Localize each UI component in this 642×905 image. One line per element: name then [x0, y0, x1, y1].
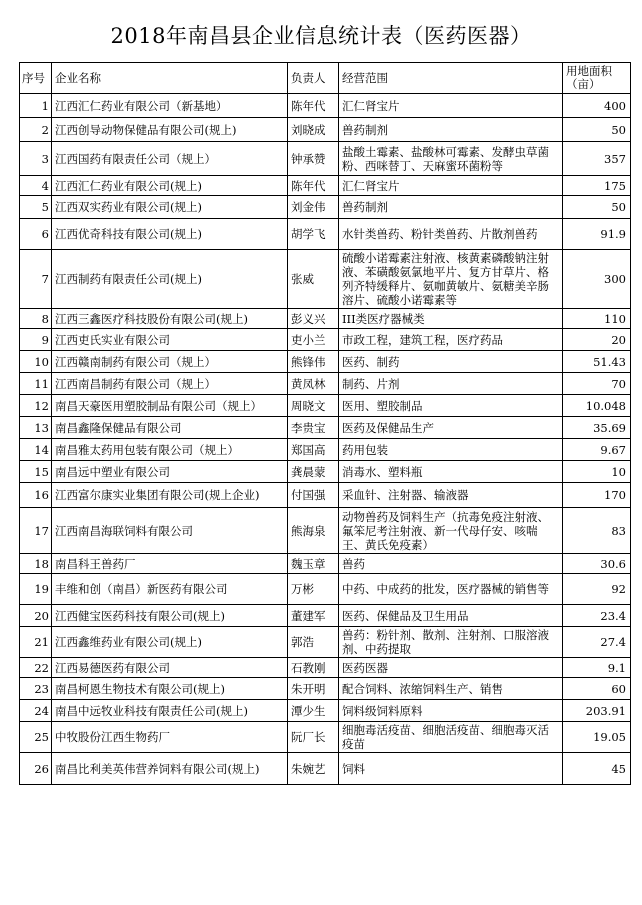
- table-row: [20, 309, 631, 329]
- business-scope: 医药医器: [339, 658, 563, 678]
- row-index: 17: [20, 508, 52, 554]
- business-scope: 盐酸土霉素、盐酸林可霉素、发酵虫草菌粉、西咪替丁、天麻蜜环菌粉等: [339, 142, 563, 176]
- company-name: 南昌柯恩生物技术有限公司(规上): [52, 678, 288, 700]
- company-name: 江西优奇科技有限公司(规上): [52, 219, 288, 250]
- company-name: 南昌比利美英伟营养饲料有限公司(规上): [52, 753, 288, 785]
- table-row: [20, 722, 631, 753]
- business-scope: 饲料: [339, 753, 563, 785]
- table-row: [20, 329, 631, 351]
- company-name: 江西汇仁药业有限公司（新基地）: [52, 94, 288, 118]
- row-index: 22: [20, 658, 52, 678]
- company-name: 南昌科王兽药厂: [52, 554, 288, 574]
- header-name: 企业名称: [52, 63, 288, 94]
- row-index: 4: [20, 176, 52, 196]
- company-name: 江西南昌制药有限公司（规上）: [52, 373, 288, 395]
- responsible-person: 阮厂长: [288, 722, 339, 753]
- responsible-person: 郭浩: [288, 627, 339, 658]
- table-row: [20, 678, 631, 700]
- company-name: 江西制药有限责任公司(规上): [52, 250, 288, 309]
- business-scope: III类医疗器械类: [339, 309, 563, 329]
- responsible-person: 刘晓成: [288, 118, 339, 142]
- business-scope: 医药、制药: [339, 351, 563, 373]
- enterprise-table: [19, 62, 631, 785]
- land-area: 9.1: [563, 658, 631, 678]
- land-area: 45: [563, 753, 631, 785]
- row-index: 9: [20, 329, 52, 351]
- land-area: 60: [563, 678, 631, 700]
- business-scope: 中药、中成药的批发，医疗器械的销售等: [339, 574, 563, 605]
- row-index: 24: [20, 700, 52, 722]
- land-area: 91.9: [563, 219, 631, 250]
- table-row: [20, 94, 631, 118]
- responsible-person: 付国强: [288, 483, 339, 508]
- company-name: 江西创导动物保健品有限公司(规上): [52, 118, 288, 142]
- header-area: 用地面积（亩）: [563, 63, 631, 94]
- responsible-person: 刘金伟: [288, 196, 339, 219]
- row-index: 2: [20, 118, 52, 142]
- row-index: 25: [20, 722, 52, 753]
- land-area: 9.67: [563, 439, 631, 461]
- page-title: 2018年南昌县企业信息统计表（医药医器）: [110, 24, 532, 48]
- company-name: 江西易德医药有限公司: [52, 658, 288, 678]
- land-area: 50: [563, 196, 631, 219]
- land-area: 20: [563, 329, 631, 351]
- company-name: 丰维和创（南昌）新医药有限公司: [52, 574, 288, 605]
- responsible-person: 黄凤林: [288, 373, 339, 395]
- row-index: 8: [20, 309, 52, 329]
- company-name: 江西三鑫医疗科技股份有限公司(规上): [52, 309, 288, 329]
- row-index: 6: [20, 219, 52, 250]
- land-area: 92: [563, 574, 631, 605]
- table-row: [20, 439, 631, 461]
- header-person: 负责人: [288, 63, 339, 94]
- business-scope: 饲料级饲料原料: [339, 700, 563, 722]
- row-index: 16: [20, 483, 52, 508]
- row-index: 3: [20, 142, 52, 176]
- row-index: 11: [20, 373, 52, 395]
- table-row: [20, 395, 631, 417]
- row-index: 23: [20, 678, 52, 700]
- land-area: 110: [563, 309, 631, 329]
- table-row: [20, 176, 631, 196]
- responsible-person: 李贵宝: [288, 417, 339, 439]
- business-scope: 兽药制剂: [339, 118, 563, 142]
- company-name: 南昌天豪医用塑胶制品有限公司（规上）: [52, 395, 288, 417]
- row-index: 20: [20, 605, 52, 627]
- table-row: [20, 219, 631, 250]
- table-row: [20, 605, 631, 627]
- company-name: 江西国药有限责任公司（规上）: [52, 142, 288, 176]
- company-name: 江西吏氏实业有限公司: [52, 329, 288, 351]
- responsible-person: 石教刚: [288, 658, 339, 678]
- responsible-person: 钟承赞: [288, 142, 339, 176]
- row-index: 13: [20, 417, 52, 439]
- responsible-person: 万彬: [288, 574, 339, 605]
- business-scope: 汇仁肾宝片: [339, 176, 563, 196]
- business-scope: 药用包装: [339, 439, 563, 461]
- company-name: 江西鑫维药业有限公司(规上): [52, 627, 288, 658]
- responsible-person: 胡学飞: [288, 219, 339, 250]
- business-scope: 消毒水、塑料瓶: [339, 461, 563, 483]
- responsible-person: 潭少生: [288, 700, 339, 722]
- business-scope: 汇仁肾宝片: [339, 94, 563, 118]
- table-row: [20, 142, 631, 176]
- row-index: 10: [20, 351, 52, 373]
- business-scope: 硫酸小诺霉素注射液、核黄素磷酸钠注射液、苯磺酸氨氯地平片、复方甘草片、格列齐特缓释片、氨咖黄敏片、氨糖美辛肠溶片、硫酸小诺霉素等: [339, 250, 563, 309]
- business-scope: 水针类兽药、粉针类兽药、片散剂兽药: [339, 219, 563, 250]
- responsible-person: 董建军: [288, 605, 339, 627]
- business-scope: 制药、片剂: [339, 373, 563, 395]
- business-scope: 采血针、注射器、输液器: [339, 483, 563, 508]
- table-row: [20, 627, 631, 658]
- business-scope: 医药及保健品生产: [339, 417, 563, 439]
- row-index: 14: [20, 439, 52, 461]
- land-area: 10.048: [563, 395, 631, 417]
- table-row: [20, 508, 631, 554]
- responsible-person: 陈年代: [288, 94, 339, 118]
- responsible-person: 吏小兰: [288, 329, 339, 351]
- table-row: [20, 417, 631, 439]
- table-row: [20, 373, 631, 395]
- land-area: 27.4: [563, 627, 631, 658]
- company-name: 江西双实药业有限公司(规上): [52, 196, 288, 219]
- responsible-person: 熊锋伟: [288, 351, 339, 373]
- table-header-row: [20, 63, 631, 94]
- table-row: [20, 658, 631, 678]
- land-area: 50: [563, 118, 631, 142]
- row-index: 5: [20, 196, 52, 219]
- table-row: [20, 118, 631, 142]
- land-area: 170: [563, 483, 631, 508]
- table-row: [20, 196, 631, 219]
- land-area: 51.43: [563, 351, 631, 373]
- table-row: [20, 753, 631, 785]
- responsible-person: 魏玉章: [288, 554, 339, 574]
- business-scope: 配合饲料、浓缩饲料生产、销售: [339, 678, 563, 700]
- business-scope: 兽药: [339, 554, 563, 574]
- land-area: 400: [563, 94, 631, 118]
- company-name: 江西南昌海联饲料有限公司: [52, 508, 288, 554]
- table-row: [20, 483, 631, 508]
- responsible-person: 彭义兴: [288, 309, 339, 329]
- header-scope: 经营范围: [339, 63, 563, 94]
- company-name: 南昌远中塑业有限公司: [52, 461, 288, 483]
- row-index: 15: [20, 461, 52, 483]
- table-body: [20, 94, 631, 785]
- company-name: 江西赣南制药有限公司（规上）: [52, 351, 288, 373]
- table-row: [20, 574, 631, 605]
- responsible-person: 张威: [288, 250, 339, 309]
- table-row: [20, 554, 631, 574]
- row-index: 26: [20, 753, 52, 785]
- responsible-person: 熊海泉: [288, 508, 339, 554]
- company-name: 中牧股份江西生物药厂: [52, 722, 288, 753]
- business-scope: 细胞毒活疫苗、细胞活疫苗、细胞毒灭活疫苗: [339, 722, 563, 753]
- responsible-person: 朱开明: [288, 678, 339, 700]
- land-area: 19.05: [563, 722, 631, 753]
- business-scope: 医药、保健品及卫生用品: [339, 605, 563, 627]
- row-index: 21: [20, 627, 52, 658]
- business-scope: 兽药：粉针剂、散剂、注射剂、口服溶液剂、中药提取: [339, 627, 563, 658]
- header-index: 序号: [20, 63, 52, 94]
- responsible-person: 郑国高: [288, 439, 339, 461]
- land-area: 23.4: [563, 605, 631, 627]
- business-scope: 医用、塑胶制品: [339, 395, 563, 417]
- table-row: [20, 250, 631, 309]
- row-index: 12: [20, 395, 52, 417]
- business-scope: 市政工程，建筑工程，医疗药品: [339, 329, 563, 351]
- row-index: 1: [20, 94, 52, 118]
- row-index: 7: [20, 250, 52, 309]
- company-name: 南昌中远牧业科技有限责任公司(规上): [52, 700, 288, 722]
- business-scope: 兽药制剂: [339, 196, 563, 219]
- company-name: 江西汇仁药业有限公司(规上): [52, 176, 288, 196]
- land-area: 70: [563, 373, 631, 395]
- responsible-person: 龚晨蒙: [288, 461, 339, 483]
- company-name: 江西富尔康实业集团有限公司(规上企业): [52, 483, 288, 508]
- land-area: 83: [563, 508, 631, 554]
- land-area: 35.69: [563, 417, 631, 439]
- land-area: 203.91: [563, 700, 631, 722]
- land-area: 357: [563, 142, 631, 176]
- company-name: 南昌雅太药用包装有限公司（规上）: [52, 439, 288, 461]
- responsible-person: 周晓文: [288, 395, 339, 417]
- business-scope: 动物兽药及饲料生产（抗毒免疫注射液、氟笨尼考注射液、新一代母仔安、咳喘王、黄氏免疫素）: [339, 508, 563, 554]
- table-row: [20, 351, 631, 373]
- responsible-person: 朱婉艺: [288, 753, 339, 785]
- table-row: [20, 461, 631, 483]
- land-area: 175: [563, 176, 631, 196]
- land-area: 10: [563, 461, 631, 483]
- responsible-person: 陈年代: [288, 176, 339, 196]
- land-area: 300: [563, 250, 631, 309]
- row-index: 18: [20, 554, 52, 574]
- table-row: [20, 700, 631, 722]
- company-name: 南昌鑫隆保健品有限公司: [52, 417, 288, 439]
- row-index: 19: [20, 574, 52, 605]
- land-area: 30.6: [563, 554, 631, 574]
- company-name: 江西健宝医药科技有限公司(规上): [52, 605, 288, 627]
